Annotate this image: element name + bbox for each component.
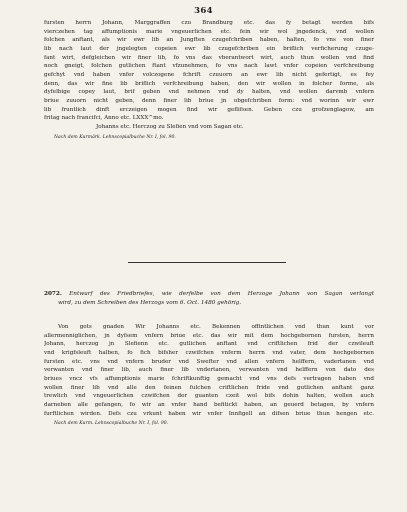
- text-line: noch gneigt, folchen gutlichen ftant vfzunehmen, fo vns nach lawt vnfer copeien verfchreibung: [44, 63, 374, 70]
- text-line: fursten herrn Johann, Marggraffen czu Brandburg etc. das fy betagt werden bifs: [44, 20, 374, 26]
- source-note: Nach dem Kurmärk. Lehnscopialbuche Nr. I, fol. 90.: [54, 134, 176, 140]
- section-divider: [128, 262, 286, 263]
- signature: Johanns etc. Herczog zu Slefien vnd vom Sagan etc.: [96, 123, 244, 130]
- text-line: lib nach laut der jngelegten copeien ewr lib czugefchriben ein briflich verficherung czuge-: [44, 45, 374, 52]
- document-number: 2072.: [44, 291, 62, 297]
- text-line: denn, das wir fine lib briflich verfchreibung haben, den wir wollen in folcher forme, als: [44, 80, 374, 87]
- text-line: vnd krigfsleuft halben, fo fich bifsher czwifchen vnferm herrn vnd vater, dem hochgebornen: [44, 349, 374, 356]
- letter-text: [44, 19, 374, 141]
- text-line: darneben alle gefangen, fo wir an vnfer hand befitickt haben, an geuerd betagen, by vnfern: [44, 401, 374, 408]
- document-heading: [44, 290, 374, 307]
- text-line: Von gots gnaden Wir Johanns etc. Bekennen offintlichen vnd thun kunt vor: [58, 324, 374, 330]
- text-line: briue zuuorn nicht geben, denn finer lib briue jn obgefchriben form: vnd worinn wir ewr: [44, 97, 374, 104]
- text-line: allermenniglichen, jn dyfsem vnfern briue etc. das wir mit dem hochgebornen fursten, herrn: [44, 332, 374, 339]
- text-line: wollen finer lib vnd alle den feinen fulchen criftlichen fride vnd gutlichen anftant ganz: [44, 384, 374, 391]
- text-line: briues vncz vfs affumptionis marie fchriftkunftig gemacht vnd vns defs vertragen haben vnd: [44, 375, 374, 382]
- text-line: Johann, herczog jn Slefienn etc. gutlichen anftant vnd criftlichen frid der czwileuft: [44, 341, 374, 348]
- heading-line: Entwurf des Friedbriefes, wie derfelbe von dem Herzoge Johann von Sagan verlangt: [69, 291, 374, 297]
- text-line: furftlichen wirden. Defs czu vrkunt haben wir vnfer Innfigell an difsen briue thun hengen etc.: [44, 410, 374, 417]
- text-line: fant wirt, defgleichen wir finer lib, fo vns das vberantwort wirt, auch thun wollen vnd find: [44, 54, 374, 61]
- text-line: lib fruntlich dinft erczeigen mogen find wir geflifsen. Geben czu grofzenglagow, am: [44, 106, 374, 113]
- text-line: dyfelbige copey laut, brif geben vnd nehmen vnd dy halten, vnd wollen darvmb vnfern: [44, 89, 374, 96]
- text-line: folchen anftant, als wir ewr lib an Jungften czugefchriben haben, halten, fo vns von finer: [44, 37, 374, 44]
- text-line: verwanten vnd finer lib, auch finer lib vndertanen, verwanten vnd helffern von dato des: [44, 367, 374, 374]
- treaty-text: [44, 323, 374, 427]
- text-line: trewlich vnd vngeuerlichen czwifchen der guanten czeit wol bifs dohin halten, wollen auch: [44, 393, 374, 400]
- heading-line: wird, zu dem Schreiben des Herzogs vom 6. Oct. 1480 gehörig.: [58, 299, 242, 306]
- text-line: fritag nach francifci, Anno etc. LXXX^mo.: [44, 115, 164, 122]
- page-number: 364: [194, 6, 213, 16]
- text-line: fursten etc. vns vnd vnfern bruder vnd Swefter vnd allen vnfern helffern, vadertanen vnd: [44, 358, 374, 365]
- source-note: Nach dem Kurm. Lehnscopialbuche Nr. I, fol. 90.: [54, 421, 169, 427]
- text-line: vierczehen tag affumptionis marie vngeuerlichen etc. fein wir wol jngedenck, vnd wollen: [44, 28, 374, 35]
- text-line: gefchyt vnd haben vnfer volczogene fchrift czuuorn an ewr lib nicht gefertigt, es fey: [44, 71, 374, 78]
